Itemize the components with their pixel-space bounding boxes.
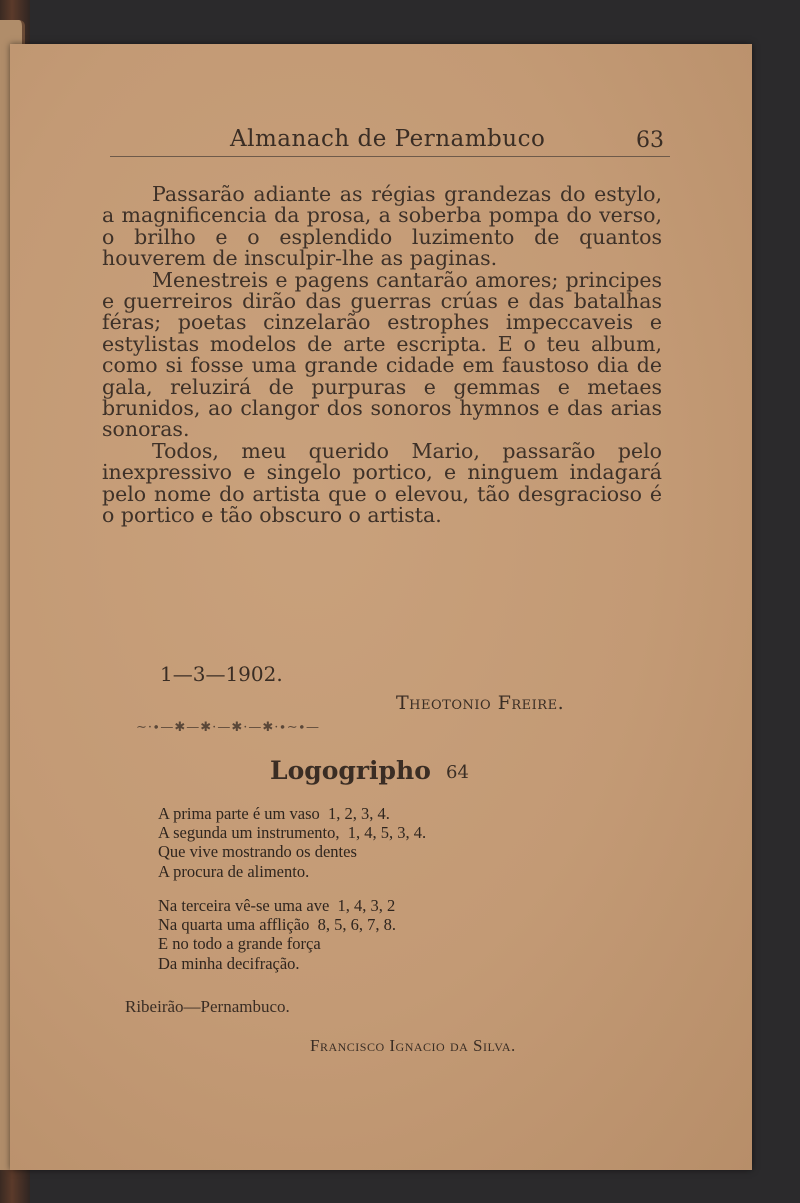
verse-line: Que vive mostrando os dentes [158, 842, 357, 862]
book-page [10, 44, 752, 1170]
prose-text [102, 184, 662, 527]
page-number: 63 [636, 128, 664, 153]
date-line: 1—3—1902. [160, 662, 283, 686]
page-header [110, 126, 670, 157]
verse-stanza-1 [158, 804, 426, 881]
place-line: Ribeirão—Pernambuco. [125, 997, 290, 1016]
puzzle-title: Logogripho [270, 756, 431, 785]
running-title: Almanach de Pernambuco [230, 126, 546, 152]
verse-line: A procura de alimento. [158, 861, 310, 881]
verse-line: Na terceira vê-se uma ave 1, 4, 3, 2 [158, 896, 396, 915]
paragraph: Todos, meu querido Mario, passarão pelo inexpressivo e singelo portico, e ninguem indagará pelo nome do artista que o elevou, tão desgracioso é o portico e tão obscuro o artista. [102, 438, 662, 528]
verse-line: Da minha decifração. [158, 953, 300, 973]
puzzle-number: 64 [446, 762, 469, 783]
paragraph: Passarão adiante as régias grandezas do estylo, a magnificencia da prosa, a soberba pompa do verso, o brilho e o esplendido luzimento de quantos houverem de insculpir-lhe as paginas. [102, 182, 662, 271]
author-signature: Francisco Ignacio da Silva. [310, 1036, 516, 1055]
verse-line: E no todo a grande força [158, 934, 321, 954]
divider-ornament: ∼·∙—✱—✱·—✱·—✱·∙∼∙— [136, 720, 321, 735]
paragraph: Menestreis e pagens cantarão amores; principes e guerreiros dirão das guerras crúas e das batalhas féras; poetas cinzelarão estrophes impeccaveis e estylistas modelos de arte escripta. E o teu album, como si fosse uma grande cidade em faustoso dia de gala, reluzirá de purpuras e gemmas e metaes brunidos, ao clangor dos sonoros hymnos e das arias sonoras. [102, 267, 662, 442]
verse-line: A prima parte é um vaso 1, 2, 3, 4. [158, 804, 390, 823]
verse-stanza-2 [158, 896, 396, 973]
verse-line: A segunda um instrumento, 1, 4, 5, 3, 4. [158, 823, 427, 843]
verse-line: Na quarta uma afflição 8, 5, 6, 7, 8. [158, 915, 396, 935]
signature: Theotonio Freire. [396, 692, 565, 714]
